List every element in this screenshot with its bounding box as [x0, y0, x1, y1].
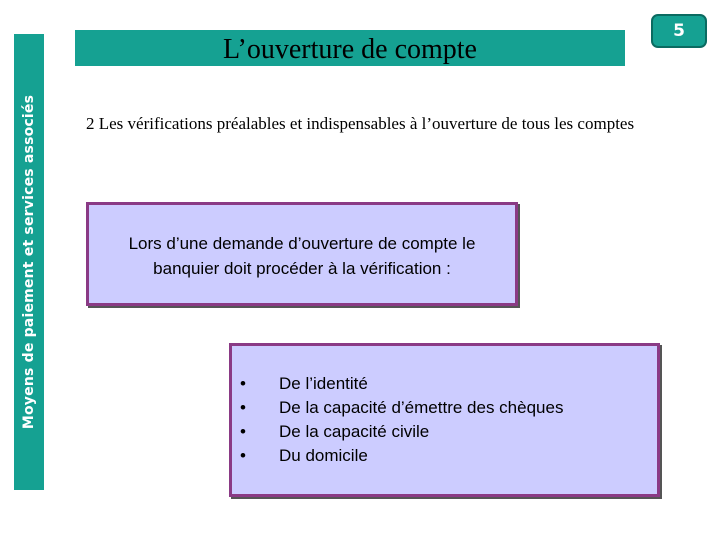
- bullet-icon: •: [240, 422, 246, 441]
- bullet-icon: •: [240, 398, 246, 417]
- list-item-text: De la capacité civile: [279, 422, 430, 441]
- intro-text: Lors d’une demande d’ouverture de compte le banquier doit procéder à la vérification :: [128, 234, 476, 278]
- list-item-text: De la capacité d’émettre des chèques: [279, 398, 564, 417]
- page-title: L’ouverture de compte: [223, 34, 477, 65]
- list-item-text: Du domicile: [279, 446, 368, 465]
- side-banner-label: Moyens de paiement et services associés: [21, 94, 37, 430]
- list-item-text: De l’identité: [279, 374, 368, 393]
- page-number-badge: 5: [651, 14, 707, 48]
- intro-box: [86, 202, 518, 306]
- checklist-box: [229, 343, 660, 497]
- title-bar: [75, 30, 625, 66]
- bullet-icon: •: [240, 374, 246, 393]
- section-subtitle: 2 Les vérifications préalables et indispensables à l’ouverture de tous les comptes: [86, 114, 635, 133]
- bullet-icon: •: [240, 446, 246, 465]
